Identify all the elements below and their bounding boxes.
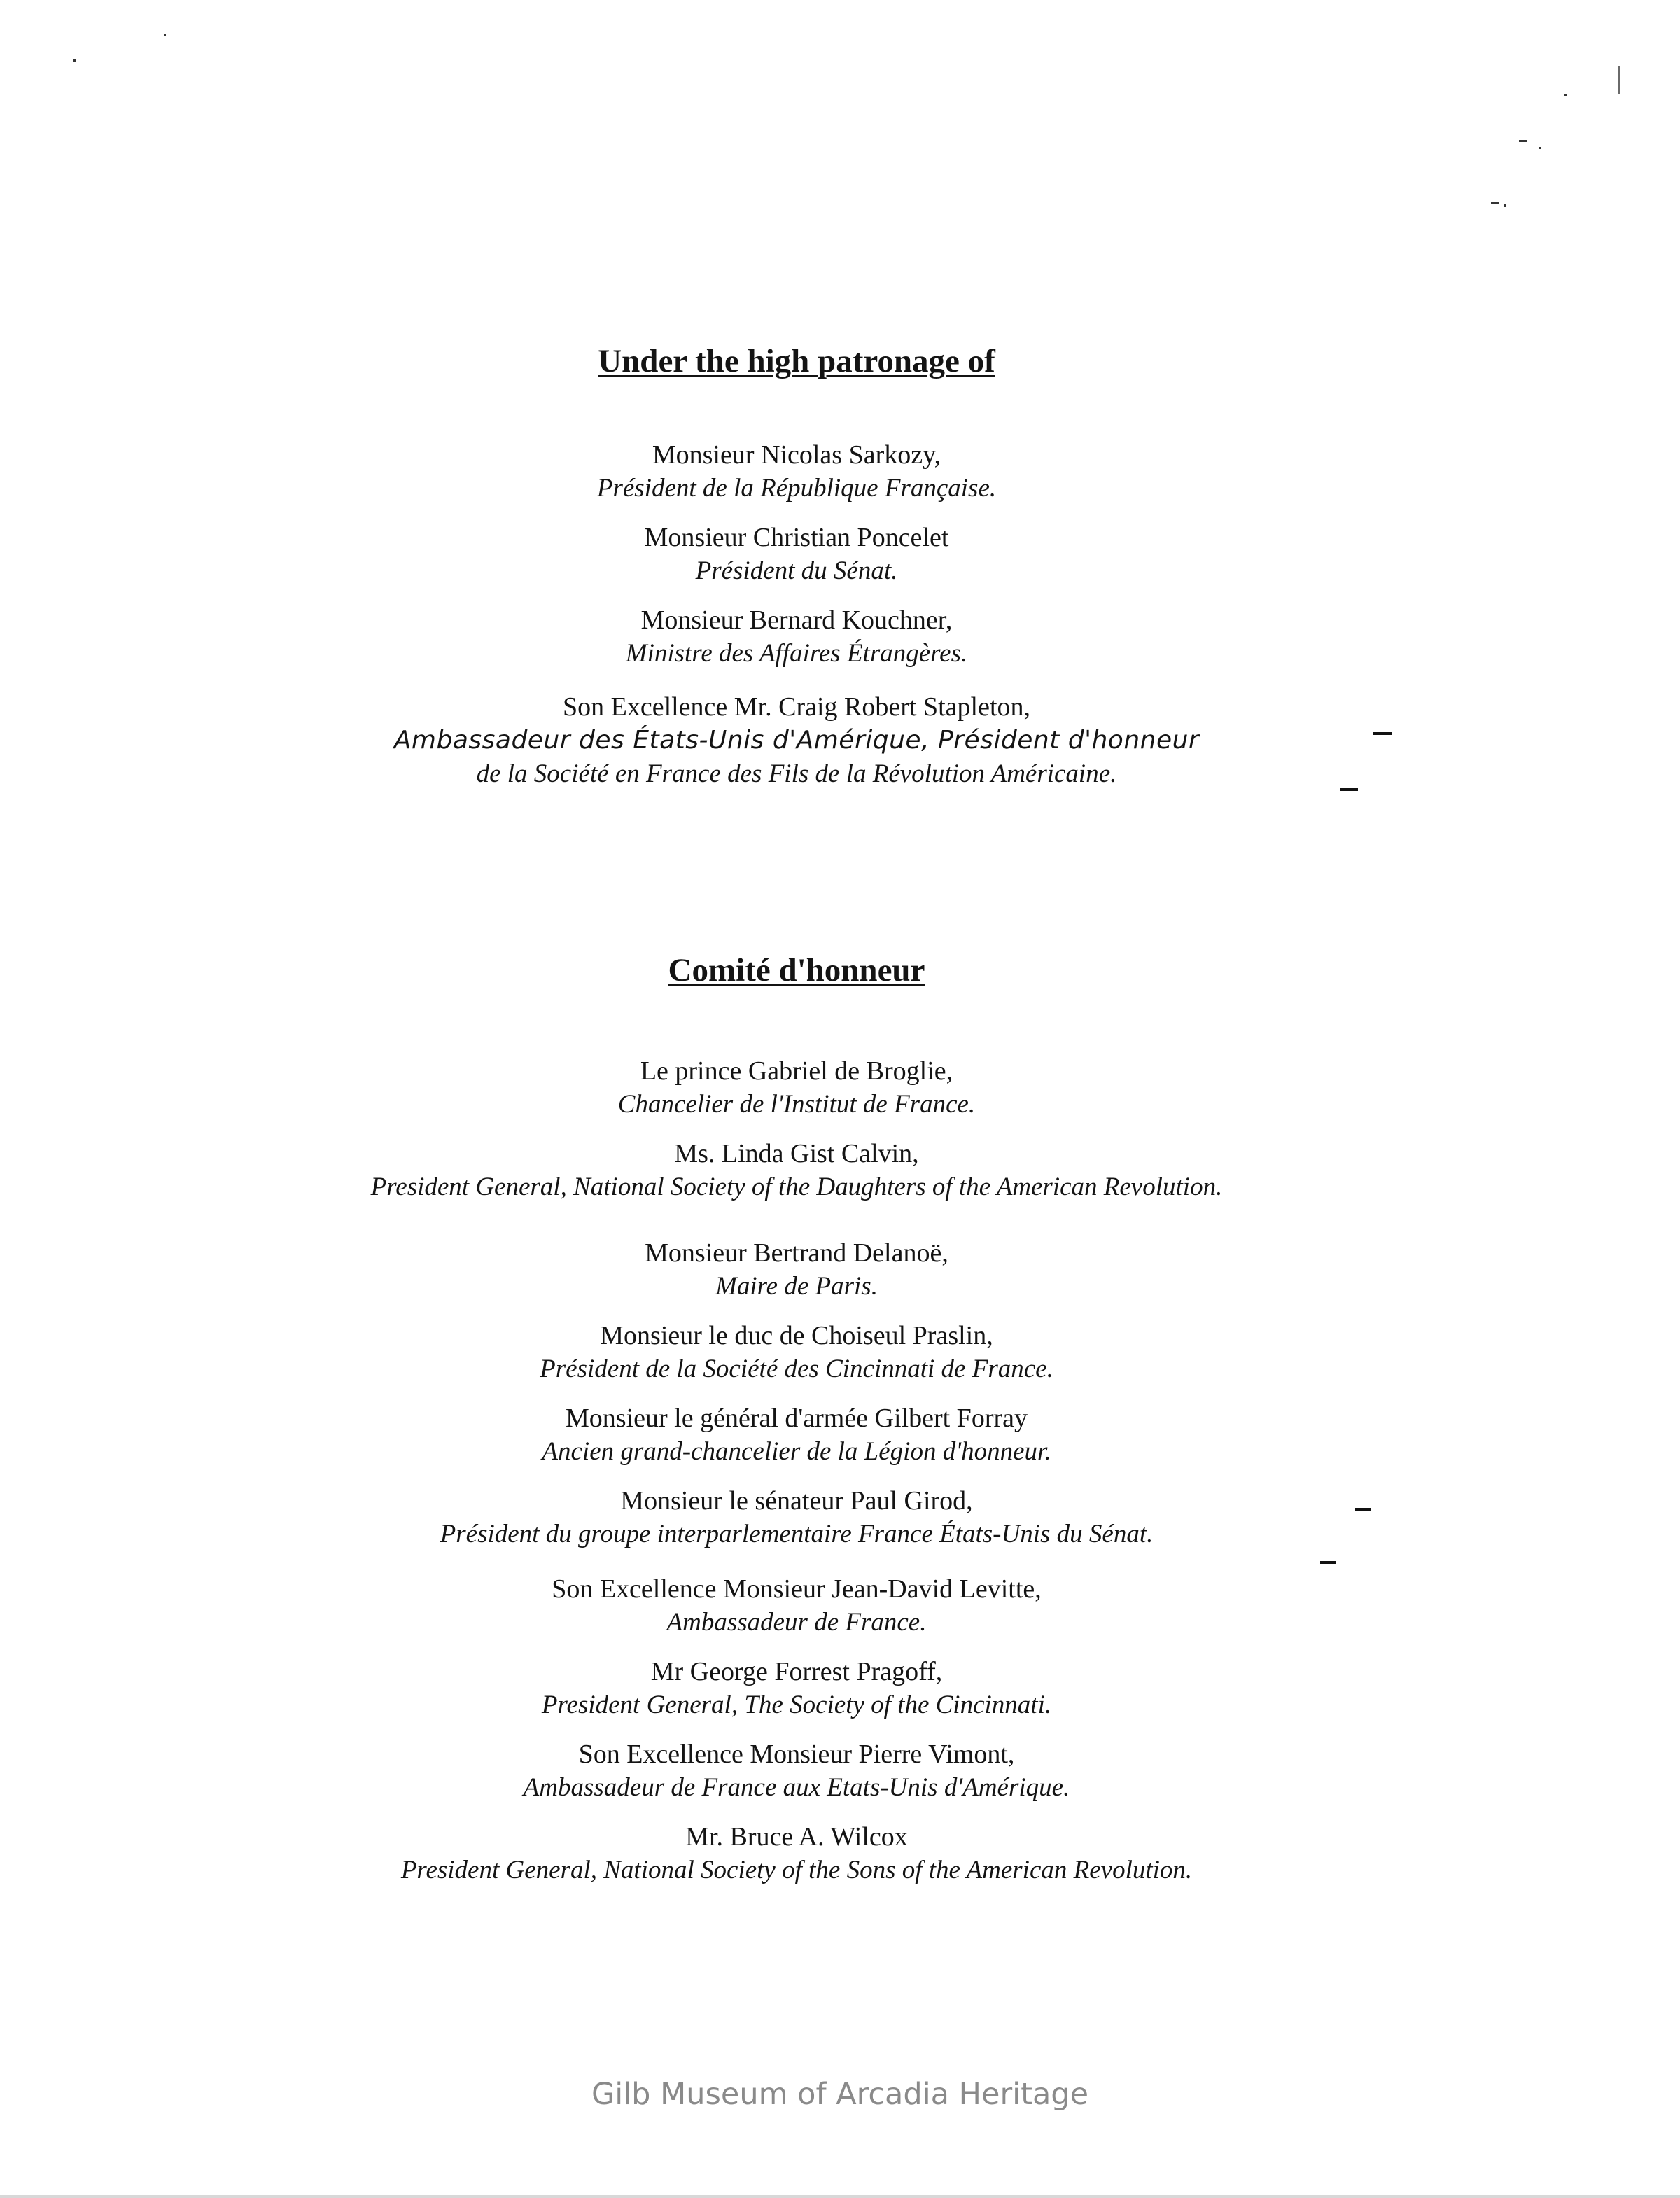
committee-name: Le prince Gabriel de Broglie, — [640, 1056, 953, 1086]
scan-dash-mark — [1340, 788, 1358, 791]
committee-entry — [0, 1319, 1593, 1386]
committee-entry — [0, 1236, 1593, 1303]
patronage-heading: Under the high patronage of — [598, 343, 995, 379]
committee-entry — [0, 1572, 1593, 1639]
committee-entry — [0, 1401, 1593, 1469]
scan-speck — [1564, 94, 1567, 96]
committee-role: Président de la Société des Cincinnati de France. — [540, 1354, 1054, 1383]
scan-dash-mark — [1320, 1561, 1336, 1564]
scan-bottom-edge — [0, 2195, 1680, 2198]
scan-edge-mark — [1618, 66, 1620, 94]
patron-entry — [0, 690, 1593, 791]
scan-dash-mark — [1355, 1508, 1371, 1511]
patron-role: Président de la République Française. — [596, 474, 997, 503]
patron-entry — [0, 521, 1593, 588]
committee-entry — [0, 1820, 1593, 1887]
scan-speck — [1519, 140, 1527, 142]
committee-role: President General, The Society of the Cincinnati. — [541, 1690, 1052, 1719]
patron-entry — [0, 438, 1593, 505]
committee-role: President General, National Society of the Daughters of the American Revolution. — [370, 1172, 1223, 1201]
committee-name: Son Excellence Monsieur Jean-David Levitte, — [552, 1574, 1042, 1604]
scan-speck — [164, 34, 166, 36]
patron-entry — [0, 603, 1593, 671]
committee-entry — [0, 1137, 1593, 1204]
committee-role: Maire de Paris. — [715, 1272, 878, 1301]
committee-entry — [0, 1054, 1593, 1121]
museum-watermark: Gilb Museum of Arcadia Heritage — [591, 2077, 1089, 2112]
committee-role: Président du groupe interparlementaire France États-Unis du Sénat. — [440, 1520, 1154, 1548]
scan-dash-mark — [1373, 732, 1392, 735]
committee-name: Ms. Linda Gist Calvin, — [674, 1139, 919, 1168]
scan-speck — [1491, 202, 1499, 204]
patron-name: Son Excellence Mr. Craig Robert Stapleton, — [562, 692, 1031, 722]
committee-name: Monsieur le général d'armée Gilbert Forray — [566, 1404, 1028, 1433]
patron-role: Ministre des Affaires Étrangères. — [625, 639, 968, 668]
committee-name: Mr George Forrest Pragoff, — [650, 1657, 943, 1686]
patron-role: Ambassadeur des États-Unis d'Amérique, Président d'honneur — [393, 726, 1200, 755]
committee-role: President General, National Society of the Sons of the American Revolution. — [400, 1856, 1193, 1884]
patron-role: Président du Sénat. — [695, 556, 898, 585]
patron-name: Monsieur Nicolas Sarkozy, — [652, 440, 941, 470]
committee-role: Ambassadeur de France. — [666, 1608, 927, 1637]
committee-heading: Comité d'honneur — [668, 952, 925, 988]
committee-entry — [0, 1484, 1593, 1551]
committee-name: Mr. Bruce A. Wilcox — [685, 1822, 908, 1851]
committee-role: Ambassadeur de France aux Etats-Unis d'Amérique. — [523, 1773, 1070, 1802]
committee-name: Monsieur le duc de Choiseul Praslin, — [600, 1321, 993, 1350]
committee-role: Chancelier de l'Institut de France. — [617, 1090, 976, 1119]
patron-role-continued: de la Société en France des Fils de la Révolution Américaine. — [476, 760, 1117, 788]
committee-name: Son Excellence Monsieur Pierre Vimont, — [578, 1740, 1015, 1769]
patron-name: Monsieur Christian Poncelet — [644, 523, 949, 552]
committee-entry — [0, 1655, 1593, 1722]
committee-name: Monsieur Bertrand Delanoë, — [645, 1238, 948, 1268]
committee-entry — [0, 1737, 1593, 1805]
committee-name: Monsieur le sénateur Paul Girod, — [620, 1486, 973, 1516]
scan-speck — [1504, 204, 1506, 206]
scan-speck — [73, 59, 76, 62]
scan-speck — [1539, 147, 1541, 149]
committee-role: Ancien grand-chancelier de la Légion d'honneur. — [542, 1437, 1051, 1466]
patron-name: Monsieur Bernard Kouchner, — [640, 606, 953, 635]
